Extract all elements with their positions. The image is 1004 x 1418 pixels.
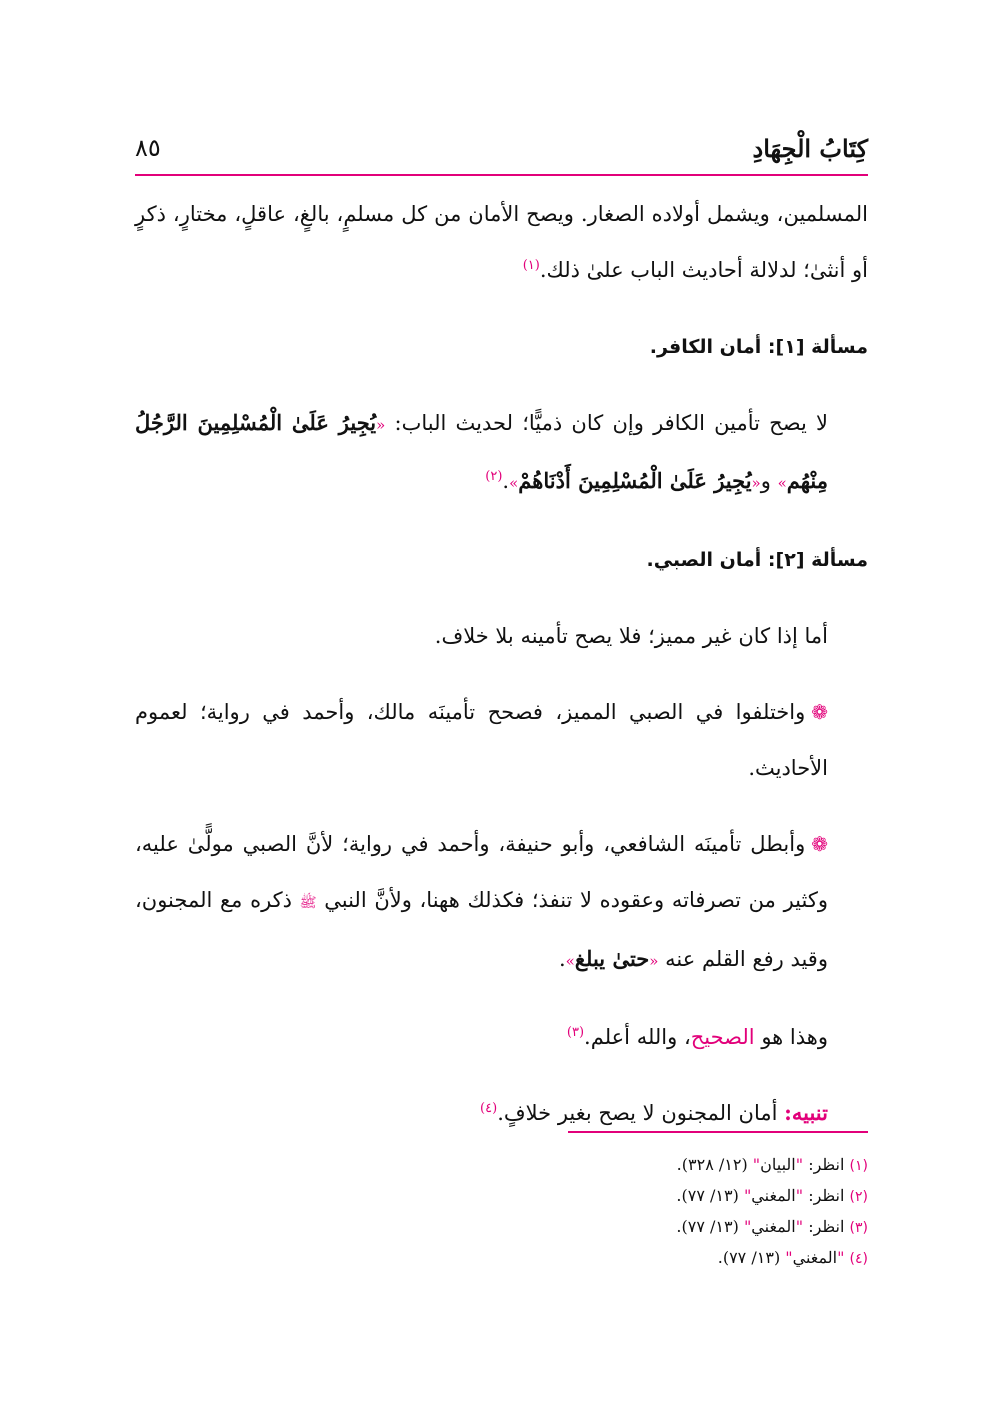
page-number: ٨٥ bbox=[135, 134, 161, 162]
main-text bbox=[135, 186, 868, 1161]
highlighted-word: الصحيح bbox=[690, 1025, 755, 1049]
flower-ornament-icon: ❁ bbox=[811, 832, 828, 856]
footnote-3: (٣) انظر: "المغني" (١٣/ ٧٧). bbox=[676, 1217, 868, 1236]
footnote-4: (٤) "المغني" (١٣/ ٧٧). bbox=[717, 1248, 868, 1267]
paragraph-6: وهذا هو الصحيح، والله أعلم.$^{(٣)}$ bbox=[566, 1025, 828, 1049]
flower-ornament-icon: ❁ bbox=[811, 700, 828, 724]
chapter-title: كِتَابُ الْجِهَادِ bbox=[752, 133, 868, 163]
heading-issue-1: مسألة [١]: أمان الكافر. bbox=[649, 336, 868, 358]
page-header bbox=[135, 128, 868, 168]
hadith-quote-3: حتىٰ يبلغ bbox=[574, 946, 650, 971]
footnote-ref-4[interactable]: (٤) bbox=[480, 1101, 498, 1116]
footnote-divider bbox=[568, 1131, 868, 1133]
paragraph-5: ❁وأبطل تأمينَه الشافعي، وأبو حنيفة، وأحمد في رواية؛ لأنَّ الصبي مولًّىٰ عليه، وكثير من تصرفاته وعقوده لا تنفذ؛ فكذلك ههنا، ولأنَّ النبي ﷺ ذكره مع المجنون، وقيد رفع القلم عنه «حتىٰ يبلغ». bbox=[135, 832, 828, 971]
paragraph-7: تنبيه: أمان المجنون لا يصح بغير خلافٍ.$^{(٤)}$ bbox=[480, 1100, 828, 1125]
footnote-2: (٢) انظر: "المغني" (١٣/ ٧٧). bbox=[676, 1186, 868, 1205]
paragraph-3: أما إذا كان غير مميز؛ فلا يصح تأمينه بلا خلاف. bbox=[434, 624, 828, 648]
footnote-ref-1[interactable]: (١) bbox=[522, 258, 540, 273]
hadith-quote-1: يُجِيرُ عَلَىٰ الْمُسْلِمِينَ الرَّجُلُ مِنْهُم bbox=[135, 410, 828, 493]
footnotes bbox=[135, 1150, 868, 1274]
header-divider bbox=[135, 174, 868, 176]
footnote-1: (١) انظر: "البيان" (١٢/ ٣٢٨). bbox=[676, 1155, 868, 1174]
footnote-ref-2[interactable]: (٢) bbox=[485, 469, 503, 484]
note-label: تنبيه: bbox=[784, 1100, 828, 1125]
paragraph-4: ❁واختلفوا في الصبي المميز، فصحح تأمينَه مالك، وأحمد في رواية؛ لعموم الأحاديث. bbox=[135, 700, 828, 780]
salawat-ligature-icon: ﷺ bbox=[299, 895, 317, 911]
footnote-ref-3[interactable]: (٣) bbox=[566, 1025, 585, 1040]
hadith-quote-2: يُجِيرُ عَلَىٰ الْمُسْلِمِينَ أَدْنَاهُمْ bbox=[518, 468, 752, 493]
heading-issue-2: مسألة [٢]: أمان الصبي. bbox=[646, 549, 868, 571]
paragraph-2: لا يصح تأمين الكافر وإن كان ذميًّا؛ لحديث الباب: «يُجِيرُ عَلَىٰ الْمُسْلِمِينَ الرَّجُلُ مِنْهُم» و«يُجِيرُ عَلَىٰ الْمُسْلِمِينَ أَدْنَاهُمْ».$^{(٢)}$ bbox=[135, 410, 828, 493]
paragraph-1: المسلمين، ويشمل أولاده الصغار. ويصح الأمان من كل مسلمٍ، بالغٍ، عاقلٍ، مختارٍ، ذكرٍ أو أنثىٰ؛ لدلالة أحاديث الباب علىٰ ذلك.$^{(١)}$ bbox=[135, 202, 868, 282]
